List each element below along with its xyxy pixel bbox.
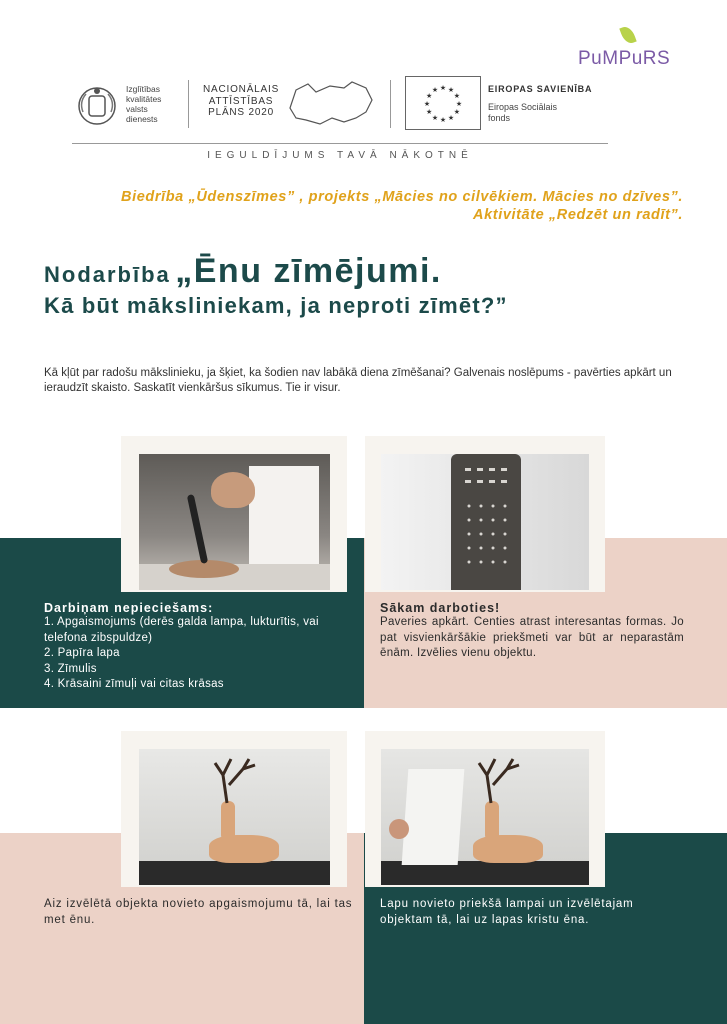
lamp-photo [139,454,330,590]
start-section [380,601,684,662]
eu-star-icon: ★ [447,87,455,95]
eu-star-icon: ★ [453,109,460,116]
agency-name: Izglītības kvalitātes valsts dienests [126,84,162,124]
nap-2020-label: NACIONĀLAIS ATTĪSTĪBAS PLĀNS 2020 [203,84,280,118]
step3-text: Aiz izvēlētā objekta novieto apgaismojumu tā, lai tas met ēnu. [44,898,353,926]
deer-paper-photo [381,749,589,885]
header-rule [72,143,608,144]
needed-item: 3. Zīmulis [44,662,97,675]
latvia-crest-icon [74,82,120,128]
step4-text: Lapu novieto priekšā lampai un izvēlētajam objektam tā, lai uz lapas kristu ēna. [380,898,634,926]
organization-text: Biedrība „Ūdenszīmes” , projekts „Mācies no cilvēkiem. Mācies no dzīves”. Aktivitāte „Redzēt un radīt”. [121,189,683,223]
eu-title: EIROPAS SAVIENĪBA [488,84,593,94]
eu-star-icon: ★ [453,93,460,100]
eu-star-icon: ★ [439,117,447,124]
eu-flag-icon [405,76,481,130]
eu-star-icon: ★ [431,87,439,95]
eu-fund: Eiropas Sociālais fonds [488,102,558,123]
tagline: IEGULDĪJUMS TAVĀ NĀKOTNĒ [207,150,473,161]
start-heading: Sākam darboties! [380,601,501,615]
grater-photo [381,454,589,590]
latvia-map-icon [286,78,376,130]
photo-frame [365,436,605,592]
pumpurs-logo: PuMPuRS [578,48,671,69]
deer-photo [139,749,330,885]
photo-frame [365,731,605,887]
start-text: Paveries apkārt. Centies atrast interesantas formas. Jo pat visvienkāršākie priekšmeti var būt ar neparastām ēnām. Izvēlies vienu objektu. [380,616,684,659]
eu-star-icon: ★ [447,114,455,122]
photo-frame [121,436,347,592]
header-divider [390,80,391,128]
eu-star-icon: ★ [423,101,431,108]
eu-star-icon: ★ [455,101,463,108]
needed-item: 1. Apgaismojums (derēs galda lampa, lukturītis, vai telefona zibspuldze) [44,616,319,644]
needed-item: 4. Krāsaini zīmuļi vai citas krāsas [44,678,224,690]
eu-star-icon: ★ [431,114,439,122]
eu-star-icon: ★ [426,109,433,116]
needed-section [44,601,354,693]
eu-star-icon: ★ [439,85,447,92]
needed-item: 2. Papīra lapa [44,647,120,659]
page-title: Nodarbība „Ēnu zīmējumi. Kā būt māksliniekam, ja neproti zīmēt?” [44,252,508,318]
header-divider [188,80,189,128]
eu-star-icon: ★ [426,93,433,100]
intro-paragraph: Kā kļūt par radošu mākslinieku, ja šķiet, ka šodien nav labākā diena zīmēšanai? Galvenais noslēpums - pavērties apkārt un ieraudzīt skaisto. Saskatīt vienkāršus sīkumus. Tie ir visur. [44,367,672,394]
needed-heading: Darbiņam nepieciešams: [44,601,214,615]
photo-frame [121,731,347,887]
pumpurs-leaf-icon [619,24,636,45]
